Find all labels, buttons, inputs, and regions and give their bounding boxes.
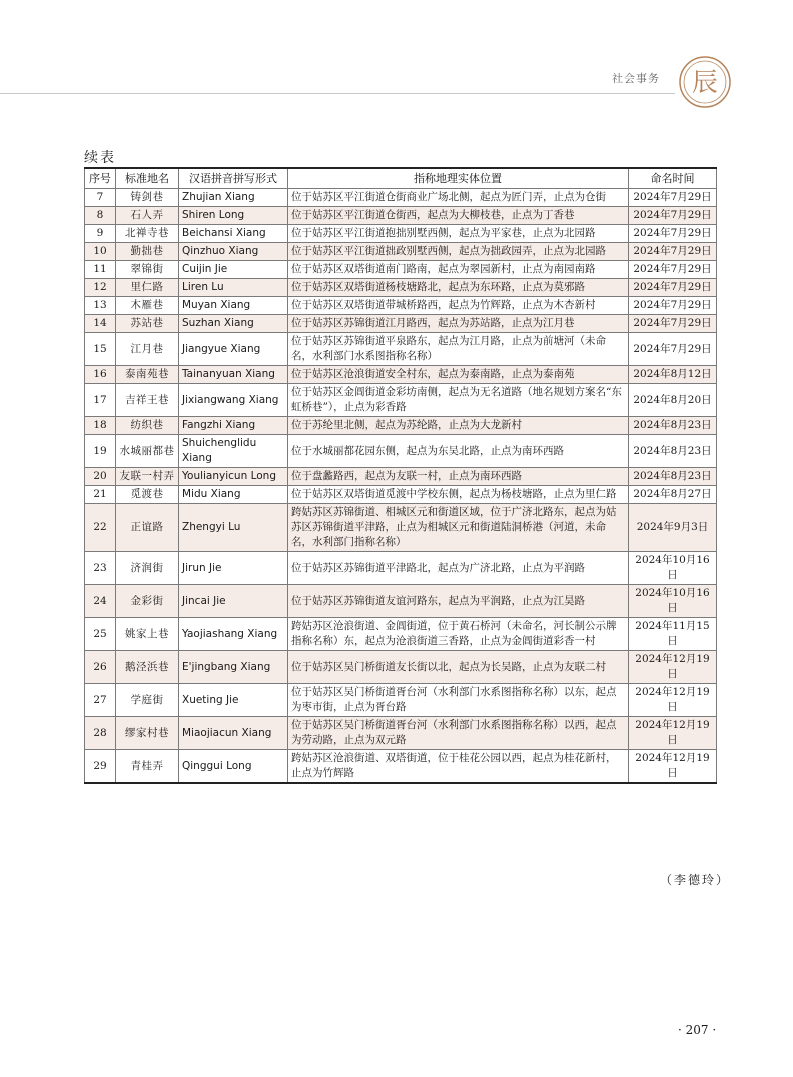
cell-location: 位于姑苏区平江街道仓街西，起点为大柳枝巷，止点为丁香巷 (288, 207, 629, 225)
cell-row-number: 19 (85, 435, 116, 468)
cell-row-number: 22 (85, 504, 116, 552)
cell-pinyin: Qinggui Long (179, 750, 288, 784)
table-row (85, 552, 717, 585)
cell-naming-date: 2024年10月16日 (629, 585, 717, 618)
cell-row-number: 20 (85, 468, 116, 486)
cell-naming-date: 2024年7月29日 (629, 225, 717, 243)
cell-place-name: 姚家上巷 (116, 618, 179, 651)
cell-pinyin: Suzhan Xiang (179, 315, 288, 333)
cell-pinyin: Qinzhuo Xiang (179, 243, 288, 261)
column-header-name: 标准地名 (116, 168, 179, 189)
table-row (85, 618, 717, 651)
cell-place-name: 正谊路 (116, 504, 179, 552)
cell-naming-date: 2024年12月19日 (629, 750, 717, 784)
table-row (85, 243, 717, 261)
cell-location: 位于姑苏区苏锦街道江月路西，起点为苏站路，止点为江月巷 (288, 315, 629, 333)
table-row (85, 207, 717, 225)
cell-location: 位于苏纶里北侧，起点为苏纶路，止点为大龙新村 (288, 417, 629, 435)
cell-row-number: 9 (85, 225, 116, 243)
cell-naming-date: 2024年10月16日 (629, 552, 717, 585)
cell-row-number: 25 (85, 618, 116, 651)
cell-place-name: 水城丽都巷 (116, 435, 179, 468)
cell-naming-date: 2024年8月23日 (629, 468, 717, 486)
place-names-table (84, 167, 717, 784)
cell-naming-date: 2024年11月15日 (629, 618, 717, 651)
cell-location: 位于姑苏区吴门桥街道友长街以北，起点为长吴路，止点为友联二村 (288, 651, 629, 684)
cell-naming-date: 2024年12月19日 (629, 684, 717, 717)
column-header-no: 序号 (85, 168, 116, 189)
cell-pinyin: Miaojiacun Xiang (179, 717, 288, 750)
cell-pinyin: Jincai Jie (179, 585, 288, 618)
cell-pinyin: Zhengyi Lu (179, 504, 288, 552)
cell-naming-date: 2024年7月29日 (629, 315, 717, 333)
section-label: 社会事务 (612, 72, 660, 85)
table-row (85, 279, 717, 297)
cell-pinyin: Cuijin Jie (179, 261, 288, 279)
cell-location: 位于姑苏区双塔街道南门路南，起点为翠园新村，止点为南园南路 (288, 261, 629, 279)
svg-text:辰: 辰 (691, 68, 719, 98)
cell-pinyin: Jirun Jie (179, 552, 288, 585)
cell-row-number: 28 (85, 717, 116, 750)
cell-place-name: 学庭街 (116, 684, 179, 717)
cell-naming-date: 2024年7月29日 (629, 297, 717, 315)
cell-location: 位于水城丽都花园东侧，起点为东吴北路，止点为南环西路 (288, 435, 629, 468)
table-row (85, 315, 717, 333)
cell-place-name: 江月巷 (116, 333, 179, 366)
cell-place-name: 友联一村弄 (116, 468, 179, 486)
cell-place-name: 纺织巷 (116, 417, 179, 435)
cell-naming-date: 2024年7月29日 (629, 333, 717, 366)
cell-location: 位于姑苏区苏锦街道平津路北，起点为广济北路，止点为平润路 (288, 552, 629, 585)
table-row (85, 435, 717, 468)
cell-pinyin: Muyan Xiang (179, 297, 288, 315)
cell-location: 位于姑苏区平江街道拙政别墅西侧，起点为拙政园弄，止点为北园路 (288, 243, 629, 261)
cell-row-number: 18 (85, 417, 116, 435)
page-number: · 207 · (678, 1023, 717, 1037)
cell-location: 位于姑苏区苏锦街道平泉路东，起点为江月路，止点为前塘河（未命名，水利部门水系图指称名称） (288, 333, 629, 366)
cell-pinyin: E'jingbang Xiang (179, 651, 288, 684)
cell-place-name: 青桂弄 (116, 750, 179, 784)
cell-pinyin: Fangzhi Xiang (179, 417, 288, 435)
cell-row-number: 7 (85, 189, 116, 207)
table-row (85, 417, 717, 435)
cell-location: 位于姑苏区双塔街道带城桥路西，起点为竹辉路，止点为木杏新村 (288, 297, 629, 315)
cell-location: 跨姑苏区沧浪街道、双塔街道，位于桂花公园以西，起点为桂花新村，止点为竹辉路 (288, 750, 629, 784)
cell-place-name: 济润街 (116, 552, 179, 585)
cell-place-name: 苏站巷 (116, 315, 179, 333)
cell-row-number: 15 (85, 333, 116, 366)
cell-pinyin: Liren Lu (179, 279, 288, 297)
cell-row-number: 29 (85, 750, 116, 784)
cell-pinyin: Xueting Jie (179, 684, 288, 717)
cell-row-number: 24 (85, 585, 116, 618)
table-row (85, 750, 717, 784)
cell-row-number: 23 (85, 552, 116, 585)
cell-row-number: 11 (85, 261, 116, 279)
cell-place-name: 石人弄 (116, 207, 179, 225)
cell-location: 跨姑苏区沧浪街道、金阊街道，位于黄石桥河（未命名，河长制公示牌指称名称）东，起点为沧浪街道三香路，止点为金阊街道彩香一村 (288, 618, 629, 651)
table-row (85, 366, 717, 384)
cell-location: 位于姑苏区吴门桥街道胥台河（水利部门水系图指称名称）以西，起点为劳动路，止点为双元路 (288, 717, 629, 750)
cell-location: 位于姑苏区吴门桥街道胥台河（水利部门水系图指称名称）以东，起点为枣市街，止点为胥台路 (288, 684, 629, 717)
cell-pinyin: Shuichenglidu Xiang (179, 435, 288, 468)
cell-pinyin: Jixiangwang Xiang (179, 384, 288, 417)
cell-pinyin: Zhujian Xiang (179, 189, 288, 207)
seal-logo-icon (678, 55, 732, 109)
table-row (85, 384, 717, 417)
cell-place-name: 勤拙巷 (116, 243, 179, 261)
column-header-pinyin: 汉语拼音拼写形式 (179, 168, 288, 189)
cell-row-number: 14 (85, 315, 116, 333)
table-row (85, 261, 717, 279)
table-row (85, 486, 717, 504)
cell-place-name: 觅渡巷 (116, 486, 179, 504)
cell-naming-date: 2024年7月29日 (629, 189, 717, 207)
cell-naming-date: 2024年7月29日 (629, 207, 717, 225)
cell-place-name: 铸剑巷 (116, 189, 179, 207)
column-header-date: 命名时间 (629, 168, 717, 189)
table-header-row (85, 168, 717, 189)
cell-place-name: 吉祥王巷 (116, 384, 179, 417)
cell-location: 位于盘蠡路西，起点为友联一村，止点为南环西路 (288, 468, 629, 486)
table-row (85, 504, 717, 552)
cell-row-number: 21 (85, 486, 116, 504)
table-row (85, 225, 717, 243)
cell-location: 位于姑苏区苏锦街道友谊河路东，起点为平润路，止点为江昊路 (288, 585, 629, 618)
cell-row-number: 10 (85, 243, 116, 261)
cell-place-name: 金彩街 (116, 585, 179, 618)
table-row (85, 651, 717, 684)
cell-pinyin: Beichansi Xiang (179, 225, 288, 243)
cell-naming-date: 2024年8月12日 (629, 366, 717, 384)
cell-pinyin: Shiren Long (179, 207, 288, 225)
cell-location: 位于姑苏区沧浪街道安全村东，起点为泰南路，止点为泰南苑 (288, 366, 629, 384)
cell-place-name: 北禅寺巷 (116, 225, 179, 243)
cell-pinyin: Youlianyicun Long (179, 468, 288, 486)
author-credit: （李德玲） (660, 873, 731, 887)
cell-pinyin: Midu Xiang (179, 486, 288, 504)
cell-location: 位于姑苏区平江街道抱拙别墅西侧，起点为平家巷，止点为北园路 (288, 225, 629, 243)
cell-naming-date: 2024年7月29日 (629, 243, 717, 261)
cell-naming-date: 2024年7月29日 (629, 279, 717, 297)
table-row (85, 333, 717, 366)
table-row (85, 468, 717, 486)
cell-naming-date: 2024年8月20日 (629, 384, 717, 417)
cell-pinyin: Tainanyuan Xiang (179, 366, 288, 384)
cell-naming-date: 2024年9月3日 (629, 504, 717, 552)
header-rule (0, 93, 675, 94)
table-row (85, 684, 717, 717)
cell-row-number: 17 (85, 384, 116, 417)
cell-row-number: 16 (85, 366, 116, 384)
cell-place-name: 缪家村巷 (116, 717, 179, 750)
cell-place-name: 鹅泾浜巷 (116, 651, 179, 684)
cell-place-name: 翠锦街 (116, 261, 179, 279)
cell-location: 位于姑苏区双塔街道觅渡中学校东侧，起点为杨枝塘路，止点为里仁路 (288, 486, 629, 504)
cell-location: 位于姑苏区双塔街道杨枝塘路北，起点为东环路，止点为莫邪路 (288, 279, 629, 297)
cell-naming-date: 2024年12月19日 (629, 651, 717, 684)
cell-naming-date: 2024年8月23日 (629, 417, 717, 435)
cell-place-name: 木雁巷 (116, 297, 179, 315)
cell-pinyin: Yaojiashang Xiang (179, 618, 288, 651)
cell-location: 位于姑苏区金阊街道金彩坊南侧，起点为无名道路（地名规划方案名“东虹桥巷”），止点为彩香路 (288, 384, 629, 417)
cell-place-name: 泰南苑巷 (116, 366, 179, 384)
table-row (85, 585, 717, 618)
cell-row-number: 8 (85, 207, 116, 225)
cell-row-number: 12 (85, 279, 116, 297)
table-row (85, 297, 717, 315)
cell-row-number: 13 (85, 297, 116, 315)
cell-location: 跨姑苏区苏锦街道、相城区元和街道区域，位于广济北路东，起点为姑苏区苏锦街道平津路，止点为相城区元和街道陆洞桥港（河道，未命名，水利部门指称名称） (288, 504, 629, 552)
column-header-location: 指称地理实体位置 (288, 168, 629, 189)
cell-row-number: 27 (85, 684, 116, 717)
cell-row-number: 26 (85, 651, 116, 684)
table-caption: 续表 (84, 150, 116, 166)
cell-location: 位于姑苏区平江街道仓街商业广场北侧，起点为匠门弄，止点为仓街 (288, 189, 629, 207)
cell-place-name: 里仁路 (116, 279, 179, 297)
cell-naming-date: 2024年8月23日 (629, 435, 717, 468)
cell-pinyin: Jiangyue Xiang (179, 333, 288, 366)
cell-naming-date: 2024年12月19日 (629, 717, 717, 750)
cell-naming-date: 2024年8月27日 (629, 486, 717, 504)
cell-naming-date: 2024年7月29日 (629, 261, 717, 279)
table-row (85, 717, 717, 750)
table-row (85, 189, 717, 207)
